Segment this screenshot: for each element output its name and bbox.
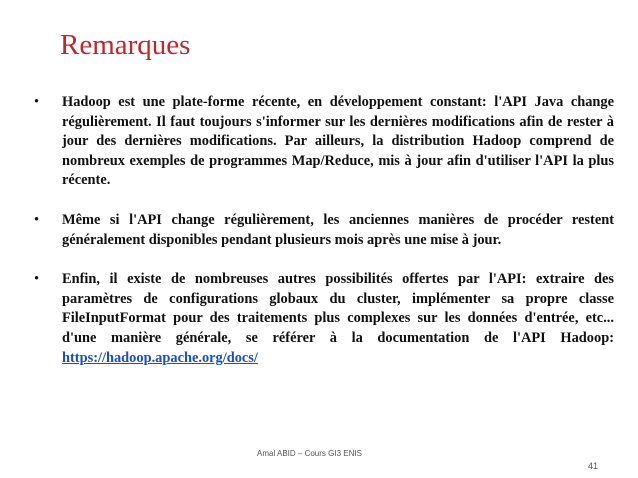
bullet-item xyxy=(34,270,614,368)
bullet-icon: • xyxy=(34,271,40,288)
bullet-text: Même si l'API change régulièrement, les anciennes manières de procéder restent généralement disponibles pendant plusieurs mois après une mise à jour. xyxy=(62,211,614,248)
bullet-item xyxy=(34,93,614,191)
bullet-icon: • xyxy=(34,211,40,228)
bullet-text: Enfin, il existe de nombreuses autres possibilités offertes par l'API: extraire des paramètres de configurations globaux du cluster, implémenter sa propre classe FileInputFormat pour des traitements plus complexes sur les données d'entrée, etc... d'une manière générale, se référer à la documentation de l'API Hadoop: xyxy=(62,271,614,346)
hadoop-docs-link[interactable]: https://hadoop.apache.org/docs/ xyxy=(62,349,258,366)
slide-footer: Amal ABID – Cours GI3 ENIS xyxy=(257,449,362,458)
bullet-icon: • xyxy=(34,94,40,110)
page-number: 41 xyxy=(588,461,599,471)
bullet-list xyxy=(34,93,614,388)
bullet-item xyxy=(34,211,614,250)
bullet-text: Hadoop est une plate-forme récente, en développement constant: l'API Java change régulièrement. Il faut toujours s'informer sur les dernières modifications afin de rester à jour des dernières modifications. Par ailleurs, la distribution Hadoop comprend de nombreux exemples de programmes Map/Reduce, mis à jour afin d'utiliser l'API la plus récente. xyxy=(62,94,614,189)
slide-title: Remarques xyxy=(60,29,191,61)
